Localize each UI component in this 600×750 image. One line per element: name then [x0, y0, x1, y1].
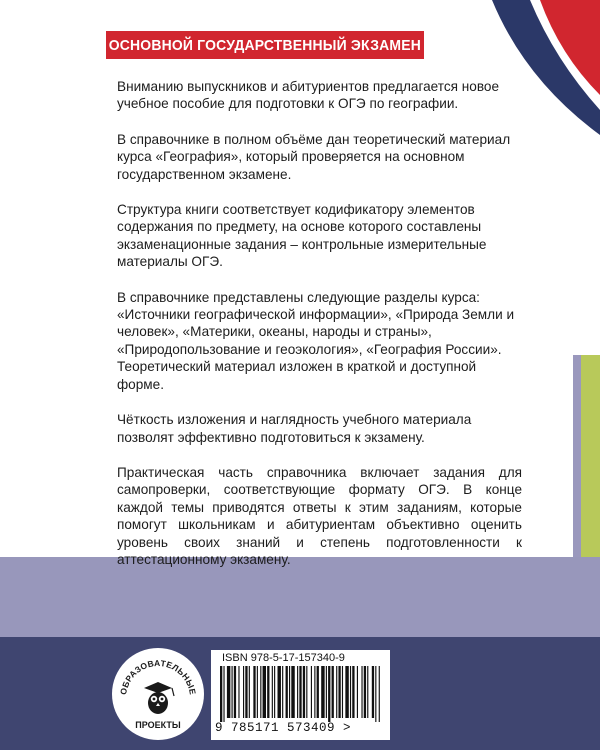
barcode-bar	[282, 666, 283, 718]
barcode-bar	[375, 666, 376, 722]
barcode-bar	[345, 666, 348, 718]
paragraph-intro: Вниманию выпускников и абитуриентов предлагается новое учебное пособие для подготовки к ОГЭ по географии.	[117, 79, 500, 112]
barcode-bar	[272, 666, 273, 718]
barcode-bar	[238, 666, 239, 718]
barcode-label	[211, 650, 390, 740]
paragraph-clarity: Чёткость изложения и наглядность учебного материала позволят эффективно подготовиться к экзамену.	[117, 412, 472, 445]
barcode-bar	[367, 666, 368, 718]
barcode-bar	[306, 666, 307, 718]
barcode-bar	[227, 666, 230, 718]
barcode-bar	[342, 666, 343, 718]
right-strip-purple	[573, 355, 581, 557]
barcode-bar	[314, 666, 315, 718]
barcode-bar	[260, 666, 261, 718]
barcode-bar	[321, 666, 324, 718]
barcode-bar	[274, 666, 275, 718]
barcode-bar	[291, 666, 294, 718]
barcode-bar	[263, 666, 266, 718]
barcode-bar	[257, 666, 258, 718]
barcode-bar	[299, 666, 301, 718]
description-text	[117, 78, 522, 586]
barcode-bar	[249, 666, 250, 718]
owl-graduate-icon	[144, 682, 174, 714]
barcode-bar	[297, 666, 298, 718]
paragraph-structure: Структура книги соответствует кодификатору элементов содержания по предмету, на основе которого составлены экзаменационные задания – контрольные измерительные материалы ОГЭ.	[117, 202, 487, 270]
barcode-bar	[338, 666, 340, 718]
barcode-bar	[332, 666, 334, 718]
barcode-bar	[253, 666, 255, 718]
isbn-number: ISBN 978-5-17-157340-9	[222, 652, 345, 664]
barcode-bar	[289, 666, 290, 718]
barcode-bar	[357, 666, 358, 718]
barcode-digits: 9 785171 573409 >	[215, 721, 352, 735]
logo-top-text: ОБРАЗОВАТЕЛЬНЫЕ	[118, 657, 198, 696]
barcode-bar	[328, 666, 330, 722]
paragraph-sections: В справочнике представлены следующие разделы курса: «Источники географической информации», «Природа Земли и человек», «Материки, океаны, народы и страны», «Природопользование и геоэкология», «География России». Теоретический материал изложен в краткой и доступной форме.	[117, 289, 515, 392]
barcode-bar	[234, 666, 236, 718]
barcode-bar	[379, 666, 380, 722]
barcode-bar	[372, 666, 374, 718]
barcode-bars	[220, 666, 382, 722]
series-title: ОСНОВНОЙ ГОСУДАРСТВЕННЫЙ ЭКЗАМЕН	[108, 36, 422, 54]
barcode-bar	[232, 666, 233, 718]
series-header-bar	[106, 31, 424, 59]
barcode-bar	[243, 666, 244, 718]
barcode-bar	[361, 666, 362, 718]
barcode-bar	[220, 666, 222, 722]
paragraph-practice: Практическая часть справочника включает задания для самопроверки, соответствующие формату ОГЭ. В конце каждой темы приводятся ответы к этим заданиям, которые помогут школьникам и абитуриентам объективно оценить уровень своих знаний и степень подготовленности к аттестационному экзамену.	[117, 464, 522, 567]
barcode-bar	[245, 666, 247, 718]
barcode-bar	[278, 666, 281, 718]
barcode-bar	[364, 666, 366, 718]
barcode-bar	[350, 666, 351, 718]
barcode-bar	[223, 666, 224, 722]
barcode-bar	[286, 666, 288, 718]
right-strip-olive	[581, 355, 600, 557]
publisher-logo	[112, 648, 204, 740]
barcode-bar	[352, 666, 354, 718]
barcode-bar	[303, 666, 305, 718]
barcode-bar	[267, 666, 269, 718]
barcode-bar	[326, 666, 327, 718]
logo-bottom-text: ПРОЕКТЫ	[135, 720, 181, 730]
barcode-bar	[311, 666, 312, 718]
paragraph-theory: В справочнике в полном объёме дан теоретический материал курса «География», который проверяется на основном государственном экзамене.	[117, 131, 511, 182]
barcode-bar	[317, 666, 319, 718]
barcode-bar	[336, 666, 337, 718]
